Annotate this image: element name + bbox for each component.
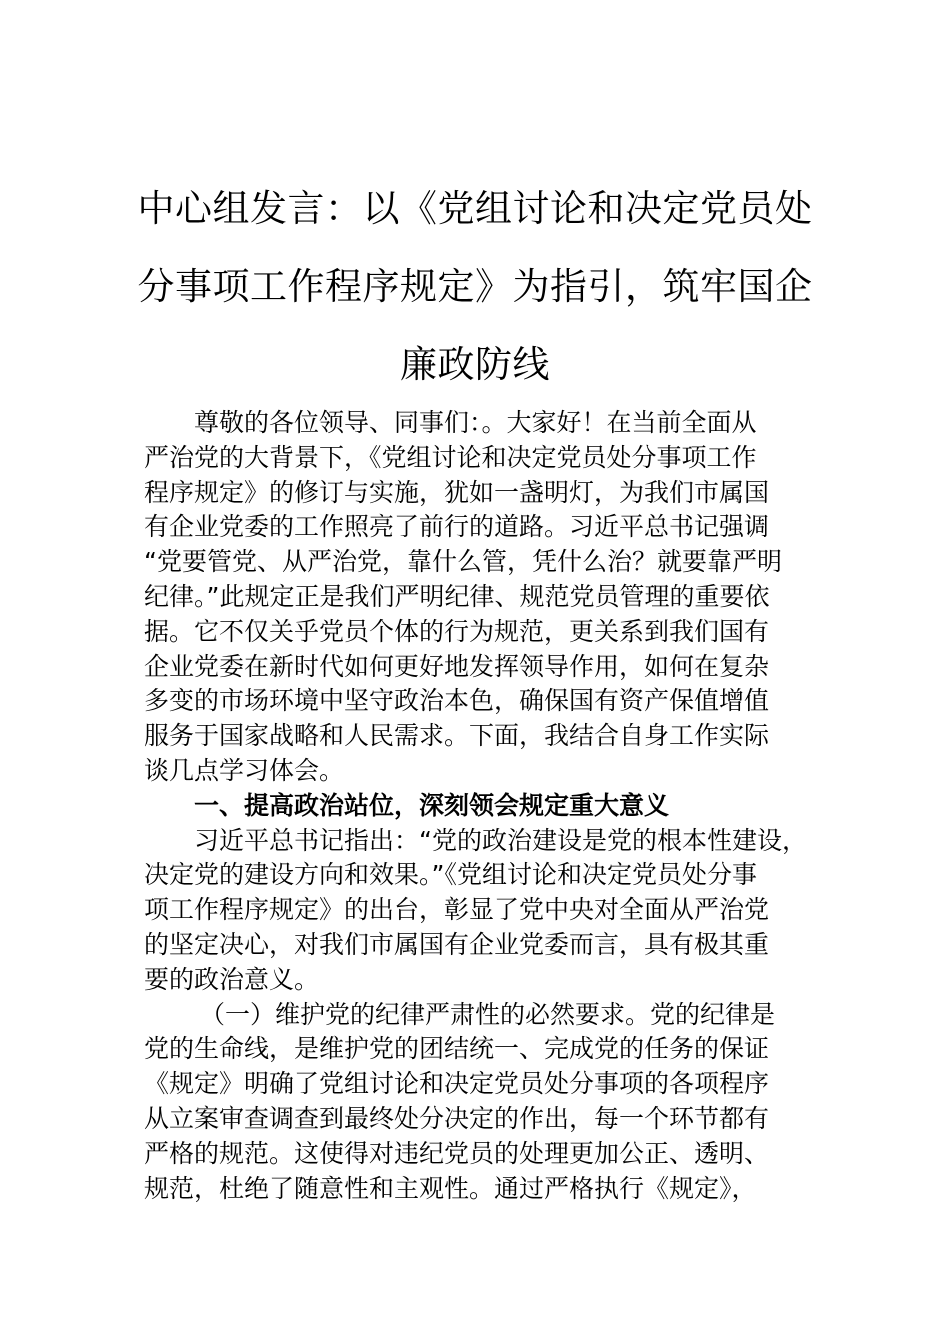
paragraph-line: 程序规定》的修订与实施，犹如一盏明灯，为我们市属国 xyxy=(144,477,770,507)
paragraph-line: 《规定》明确了党组讨论和决定党员处分事项的各项程序 xyxy=(144,1069,770,1099)
paragraph-line: 有企业党委的工作照亮了前行的道路。习近平总书记强调 xyxy=(144,512,770,542)
paragraph-line: 党的生命线，是维护党的团结统一、完成党的任务的保证 xyxy=(144,1034,770,1064)
paragraph-line: 企业党委在新时代如何更好地发挥领导作用，如何在复杂 xyxy=(144,651,770,681)
paragraph-line: 谈几点学习体会。 xyxy=(144,755,345,785)
paragraph-line: 从立案审查调查到最终处分决定的作出，每一个环节都有 xyxy=(144,1103,770,1133)
paragraph-line: 项工作程序规定》的出台，彰显了党中央对全面从严治党 xyxy=(144,895,770,925)
paragraph-line: 尊敬的各位领导、同事们：。大家好！在当前全面从 xyxy=(194,408,757,437)
paragraph-line: 严治党的大背景下，《党组讨论和决定党员处分事项工作 xyxy=(144,442,757,472)
paragraph-line: 要的政治意义。 xyxy=(144,964,320,994)
paragraph-line: 纪律。”此规定正是我们严明纪律、规范党员管理的重要依 xyxy=(144,581,770,611)
paragraph-line: “党要管党、从严治党，靠什么管，凭什么治？就要靠严明 xyxy=(144,547,782,577)
paragraph-line: 的坚定决心，对我们市属国有企业党委而言，具有极其重 xyxy=(144,929,770,959)
title-line: 分事项工作程序规定》为指引，筑牢国企 xyxy=(137,265,813,308)
document-title xyxy=(120,170,830,404)
paragraph-line: 决定党的建设方向和效果。”《党组讨论和决定党员处分事 xyxy=(144,860,757,890)
paragraph-line: 服务于国家战略和人民需求。下面，我结合自身工作实际 xyxy=(144,721,770,751)
paragraph-line: 规范，杜绝了随意性和主观性。通过严格执行《规定》， xyxy=(144,1173,757,1203)
paragraph-line: 严格的规范。这使得对违纪党员的处理更加公正、透明、 xyxy=(144,1138,770,1168)
title-line: 中心组发言：以《党组讨论和决定党员处 xyxy=(137,187,813,230)
document-body xyxy=(144,406,824,1206)
subsection-line: （一）维护党的纪律严肃性的必然要求。党的纪律是 xyxy=(200,999,776,1029)
paragraph-line: 习近平总书记指出：“党的政治建设是党的根本性建设， xyxy=(194,825,807,855)
title-line: 廉政防线 xyxy=(400,343,550,386)
section-heading: 一、提高政治站位，深刻领会规定重大意义 xyxy=(194,790,670,820)
paragraph-line: 多变的市场环境中坚守政治本色，确保国有资产保值增值 xyxy=(144,686,770,716)
paragraph-line: 据。它不仅关乎党员个体的行为规范，更关系到我们国有 xyxy=(144,616,770,646)
